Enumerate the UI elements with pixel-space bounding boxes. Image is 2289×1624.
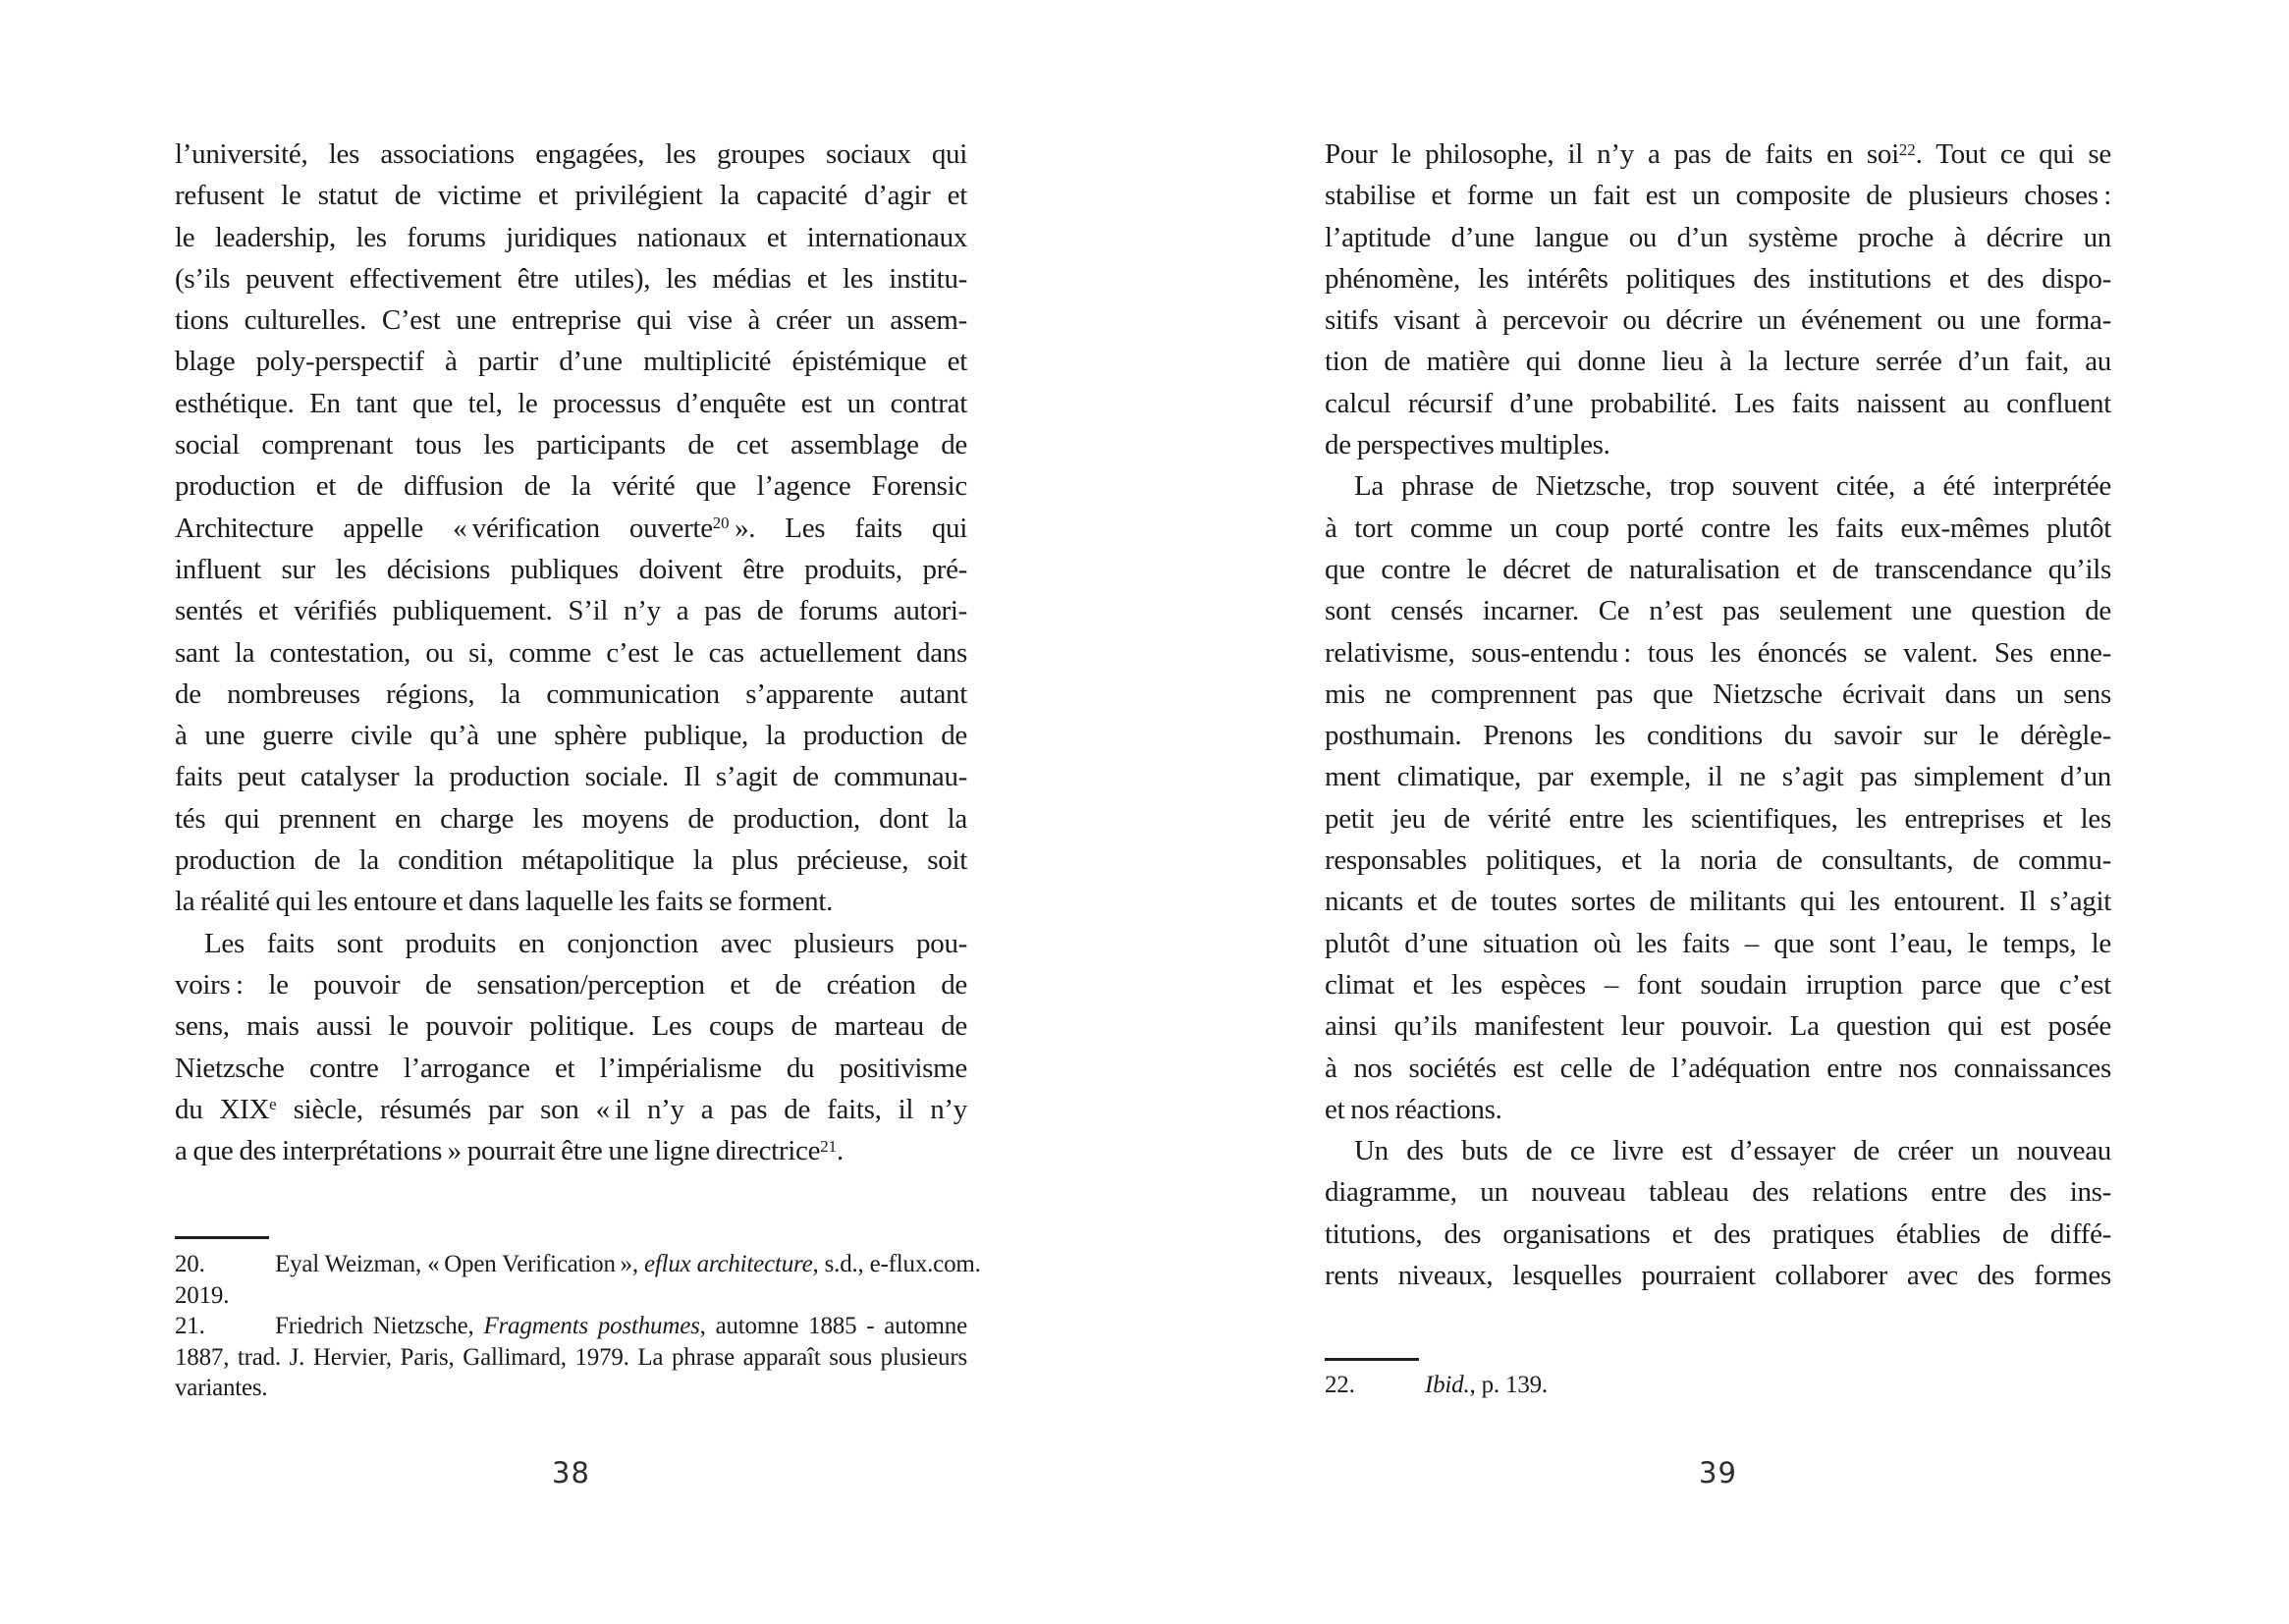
page-left (175, 0, 981, 1624)
text-segment: tion de matière qui donne lieu à la lecture serrée d’un fait, au (1325, 346, 2111, 378)
text-segment: a que des interprétations » pourrait être une ligne directrice (175, 1135, 821, 1167)
text-line (175, 1130, 967, 1171)
text-segment: Un des buts de ce livre est d’essayer de créer un nouveau (1354, 1135, 2111, 1167)
text-line (1325, 175, 2111, 216)
text-segment: l’aptitude d’une langue ou d’un système proche à décrire un (1325, 221, 2111, 253)
text-segment: diagramme, un nouveau tableau des relations entre des ins- (1325, 1176, 2111, 1209)
text-segment: Nietzsche contre l’arrogance et l’impérialisme du positivisme (175, 1052, 967, 1084)
text-line (175, 798, 967, 839)
text-segment: social comprenant tous les participants de cet assemblage de (175, 429, 967, 461)
text-segment: siècle, résumés par son « il n’y a pas de faits, il n’y (276, 1093, 967, 1125)
footnote-reference-superscript: e (269, 1095, 277, 1114)
text-line (175, 715, 967, 756)
text-line (1325, 1255, 2111, 1296)
text-segment: sens, mais aussi le pouvoir politique. Les coups de marteau de (175, 1010, 967, 1043)
text-segment: la réalité qui les entoure et dans laquelle les faits se forment. (175, 886, 834, 918)
text-line (175, 756, 967, 797)
text-line (1325, 1171, 2111, 1213)
text-segment: mis ne comprennent pas que Nietzsche écrivait dans un sens (1325, 677, 2111, 710)
text-line (1325, 1214, 2111, 1255)
text-segment: voirs : le pouvoir de sensation/perception et de création de (175, 968, 967, 1001)
text-segment: Pour le philosophe, il n’y a pas de faits en soi (1325, 138, 1899, 170)
text-segment: climat et les espèces – font soudain irruption parce que c’est (1325, 968, 2111, 1001)
text-line (175, 341, 967, 382)
text-segment: stabilise et forme un fait est un composite de plusieurs choses : (1325, 180, 2111, 212)
text-segment: nicants et de toutes sortes de militants qui les entourent. Il s’agit (1325, 886, 2111, 918)
text-segment: Eyal Weizman, « Open Verification », (275, 1251, 644, 1277)
footnote-number: 21. (175, 1313, 205, 1339)
footnote-line (175, 1249, 981, 1280)
text-line (1325, 756, 2111, 797)
text-segment: production et de diffusion de la vérité que l’agence Forensic (175, 470, 967, 503)
text-line (1325, 590, 2111, 631)
text-line (1325, 964, 2111, 1005)
text-line (1325, 217, 2111, 258)
text-line (175, 424, 967, 465)
text-line (1325, 508, 2111, 549)
footnote-separator-rule-left (175, 1236, 269, 1239)
text-line (175, 508, 967, 549)
text-line (175, 1089, 967, 1130)
footnote-number: 22. (1325, 1372, 1355, 1398)
text-segment: (s’ils peuvent effectivement être utiles), les médias et les institu- (175, 262, 967, 295)
text-segment: sont censés incarner. Ce n’est pas seulement une question de (1325, 595, 2111, 627)
text-line (1325, 1048, 2111, 1089)
text-segment: variantes. (175, 1375, 268, 1401)
text-segment: blage poly-perspectif à partir d’une multiplicité épistémique et (175, 346, 967, 378)
text-segment: ». Les faits qui (729, 512, 967, 544)
page-left-footnotes (175, 1249, 981, 1404)
text-line (1325, 1130, 2111, 1171)
text-line (1325, 881, 2111, 922)
text-line (175, 964, 967, 1005)
text-segment: relativisme, sous-entendu : tous les énoncés se valent. Ses enne- (1325, 636, 2111, 669)
text-line (1325, 1089, 2111, 1130)
text-line (175, 674, 967, 715)
text-line (1325, 258, 2111, 299)
text-segment: ment climatique, par exemple, il ne s’agit pas simplement d’un (1325, 761, 2111, 793)
text-line (175, 549, 967, 590)
text-line (1325, 341, 2111, 382)
footnote-line (1325, 1370, 2111, 1401)
text-segment: à tort comme un coup porté contre les faits eux-mêmes plutôt (1325, 512, 2111, 544)
text-line (175, 134, 967, 175)
page-right (1325, 0, 2111, 1624)
text-line (175, 1005, 967, 1047)
footnote-line (175, 1373, 967, 1404)
text-segment: ainsi qu’ils manifestent leur pouvoir. La question qui est posée (1325, 1010, 2111, 1043)
italic-citation: Ibid. (1425, 1372, 1470, 1398)
italic-citation: Fragments posthumes (483, 1313, 700, 1339)
text-segment: et nos réactions. (1325, 1093, 1502, 1125)
page-number-right: 39 (1699, 1456, 1737, 1489)
text-segment: sitifs visant à percevoir ou décrire un événement ou une forma- (1325, 304, 2111, 337)
page-left-body-text (175, 134, 967, 1171)
text-segment: du XIX (175, 1093, 270, 1125)
text-segment: responsables politiques, et la noria de consultants, de commu- (1325, 844, 2111, 877)
text-line (1325, 134, 2111, 175)
text-line (175, 217, 967, 258)
text-segment: . (837, 1135, 844, 1167)
text-segment: à nos sociétés est celle de l’adéquation entre nos connaissances (1325, 1052, 2111, 1084)
text-line (175, 258, 967, 299)
text-segment: Les faits sont produits en conjonction avec plusieurs pou- (204, 927, 967, 959)
text-segment: que contre le décret de naturalisation et de transcendance qu’ils (1325, 553, 2111, 585)
text-segment: Architecture appelle « vérification ouverte (175, 512, 713, 544)
text-segment: . Tout ce qui se (1915, 138, 2111, 170)
text-segment: tions culturelles. C’est une entreprise qui vise à créer un assem- (175, 304, 967, 337)
text-segment: phénomène, les intérêts politiques des institutions et des dispo- (1325, 262, 2111, 295)
text-segment: sentés et vérifiés publiquement. S’il n’y a pas de forums autori- (175, 595, 967, 627)
text-segment: petit jeu de vérité entre les scientifiques, les entreprises et les (1325, 802, 2111, 835)
text-line (1325, 383, 2111, 424)
text-segment: faits peut catalyser la production sociale. Il s’agit de communau- (175, 761, 967, 793)
footnote-reference-superscript: 22 (1898, 139, 1916, 159)
text-line (1325, 549, 2111, 590)
text-segment: esthétique. En tant que tel, le processus d’enquête est un contrat (175, 387, 967, 419)
text-segment: l’université, les associations engagées, les groupes sociaux qui (175, 138, 967, 170)
text-segment: sant la contestation, ou si, comme c’est le cas actuellement dans (175, 636, 967, 669)
text-line (175, 383, 967, 424)
page-right-body-text (1325, 134, 2111, 1296)
text-line (1325, 715, 2111, 756)
text-segment: 1887, trad. J. Hervier, Paris, Gallimard, 1979. La phrase apparaît sous plusieurs (175, 1343, 967, 1371)
footnote-reference-superscript: 20 (712, 514, 730, 533)
text-segment: Friedrich Nietzsche, (275, 1313, 484, 1339)
footnote-line (175, 1342, 967, 1374)
text-line (175, 839, 967, 881)
text-segment: influent sur les décisions publiques doivent être produits, pré- (175, 553, 967, 585)
text-line (1325, 839, 2111, 881)
text-segment: 2019. (175, 1281, 230, 1309)
italic-citation: eflux architecture (643, 1251, 813, 1277)
footnote-number: 20. (175, 1251, 205, 1277)
footnote-line (175, 1311, 967, 1342)
text-segment: tés qui prennent en charge les moyens de production, dont la (175, 802, 967, 835)
text-segment: titutions, des organisations et des pratiques établies de diffé- (1325, 1218, 2111, 1250)
text-segment: rents niveaux, lesquelles pourraient collaborer avec des formes (1325, 1260, 2111, 1292)
text-segment: le leadership, les forums juridiques nationaux et internationaux (175, 221, 967, 253)
text-segment: de perspectives multiples. (1325, 429, 1610, 461)
text-segment: calcul récursif d’une probabilité. Les faits naissent au confluent (1325, 387, 2111, 419)
text-segment: La phrase de Nietzsche, trop souvent citée, a été interprétée (1354, 470, 2111, 503)
text-segment: plutôt d’une situation où les faits – que sont l’eau, le temps, le (1325, 927, 2111, 959)
text-line (175, 465, 967, 507)
text-segment: production de la condition métapolitique la plus précieuse, soit (175, 844, 967, 877)
text-line (1325, 632, 2111, 674)
text-segment: à une guerre civile qu’à une sphère publique, la production de (175, 720, 967, 752)
text-line (1325, 465, 2111, 507)
text-line (175, 590, 967, 631)
text-segment: , p. 139. (1469, 1372, 1548, 1398)
text-line (175, 881, 967, 922)
text-line (1325, 798, 2111, 839)
text-segment: , automne 1885 - automne (699, 1313, 967, 1339)
page-number-left: 38 (552, 1456, 590, 1489)
text-segment: de nombreuses régions, la communication s’apparente autant (175, 677, 967, 710)
text-line (1325, 424, 2111, 465)
page-right-footnotes (1325, 1370, 2111, 1401)
text-line (1325, 1005, 2111, 1047)
text-line (1325, 674, 2111, 715)
footnote-separator-rule-right (1325, 1358, 1419, 1361)
footnote-reference-superscript: 21 (820, 1136, 838, 1156)
text-segment: refusent le statut de victime et privilégient la capacité d’agir et (175, 180, 967, 212)
text-line (1325, 299, 2111, 341)
text-line (175, 923, 967, 964)
text-line (175, 175, 967, 216)
text-line (1325, 923, 2111, 964)
text-line (175, 1048, 967, 1089)
text-segment: , s.d., e-flux.com. (812, 1251, 981, 1277)
text-line (175, 632, 967, 674)
text-segment: posthumain. Prenons les conditions du savoir sur le dérègle- (1325, 720, 2111, 752)
footnote-line (175, 1280, 967, 1312)
text-line (175, 299, 967, 341)
